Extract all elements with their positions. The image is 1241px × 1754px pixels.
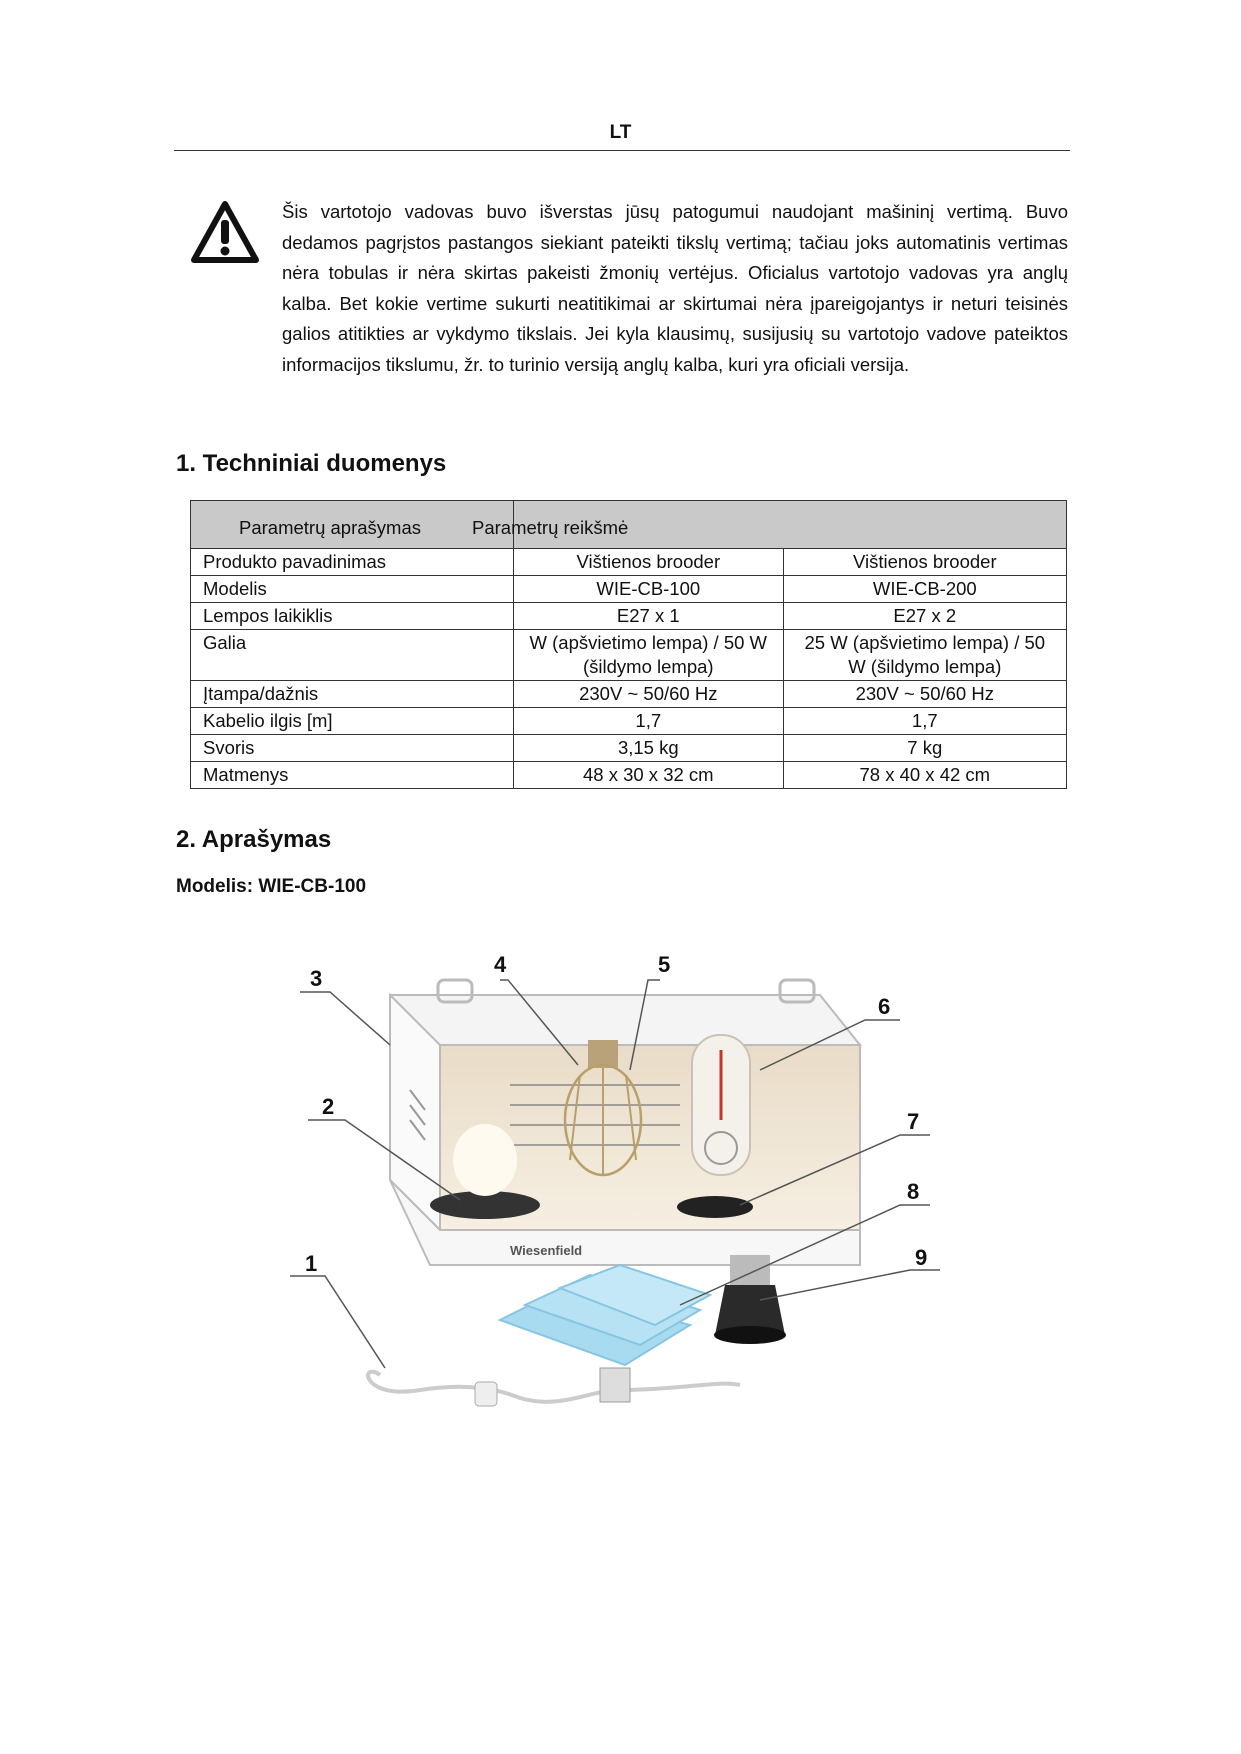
cell-value: Vištienos brooder <box>783 549 1066 576</box>
table-row <box>191 735 1067 762</box>
table-row <box>191 630 1067 681</box>
language-code: LT <box>609 122 632 143</box>
cell-value: 230V ~ 50/60 Hz <box>783 681 1066 708</box>
row-label: Lempos laikiklis <box>191 603 514 630</box>
row-label: Įtampa/dažnis <box>191 681 514 708</box>
cell-value: 25 W (apšvietimo lempa) / 50 W (šildymo lempa) <box>783 630 1066 681</box>
table-row <box>191 576 1067 603</box>
model-label: Modelis: WIE-CB-100 <box>176 876 367 897</box>
heat-lamp-glow <box>453 1124 517 1196</box>
water-bowl <box>677 1196 753 1218</box>
table-row <box>191 708 1067 735</box>
cell-value: 230V ~ 50/60 Hz <box>514 681 784 708</box>
callout-4: 4 <box>494 952 507 977</box>
table-header-cell <box>472 501 1067 549</box>
callout-6: 6 <box>878 994 891 1019</box>
table-row <box>191 681 1067 708</box>
row-label: Kabelio ilgis [m] <box>191 708 514 735</box>
product-diagram <box>260 920 960 1460</box>
header-rule <box>174 150 1070 151</box>
thermometer <box>692 1035 750 1175</box>
section-title-description: 2. Aprašymas <box>176 826 332 853</box>
cell-value: 1,7 <box>783 708 1066 735</box>
table-header-row <box>191 501 1067 549</box>
cell-value: E27 x 1 <box>514 603 784 630</box>
callout-8: 8 <box>907 1179 920 1204</box>
ceramic-heat-lamp <box>714 1255 786 1344</box>
brooder-box <box>390 980 860 1265</box>
section-title-technical-data: 1. Techniniai duomenys <box>176 450 447 477</box>
brand-label: Wiesenfield <box>510 1243 583 1258</box>
cell-value: 48 x 30 x 32 cm <box>514 762 784 789</box>
cell-value: E27 x 2 <box>783 603 1066 630</box>
row-label: Matmenys <box>191 762 514 789</box>
translation-notice: Šis vartotojo vadovas buvo išverstas jūsų patogumui naudojant mašininį vertimą. Buvo dedamos pagrįstos pastangos siekiant pateikti tikslų vertimą; tačiau joks automatinis vertimas nėra tobulas ir nėra skirtas pakeisti žmonių vertėjus. Oficialus vartotojo vadovas yra anglų kalba. Bet kokie vertime sukurti neatitikimai ar skirtumai nėra įpareigojantys ir neturi teisinės galios atitikties ar vykdymo tikslais. Jei kyla klausimų, susijusių su vartotojo vadove pateiktos informacijos tikslumu, žr. to turinio versiją anglų kalba, kuri yra oficiali versija. <box>282 201 1068 375</box>
power-cable <box>368 1368 740 1406</box>
absorbent-pads <box>500 1265 710 1365</box>
cell-value: 1,7 <box>514 708 784 735</box>
callout-1: 1 <box>305 1251 318 1276</box>
callout-9: 9 <box>915 1245 928 1270</box>
callout-5: 5 <box>658 952 671 977</box>
row-label: Galia <box>191 630 514 681</box>
spec-table <box>190 500 1067 789</box>
table-header-cell <box>191 501 514 549</box>
cell-value: W (apšvietimo lempa) / 50 W (šildymo lempa) <box>514 630 784 681</box>
callout-2: 2 <box>322 1094 335 1119</box>
cell-value: 78 x 40 x 42 cm <box>783 762 1066 789</box>
row-label: Modelis <box>191 576 514 603</box>
header-param-description: Parametrų aprašymas <box>239 517 421 538</box>
table-row <box>191 549 1067 576</box>
cell-value: 3,15 kg <box>514 735 784 762</box>
table-row <box>191 603 1067 630</box>
cell-value: Vištienos brooder <box>514 549 784 576</box>
cell-value: WIE-CB-100 <box>514 576 784 603</box>
row-label: Svoris <box>191 735 514 762</box>
cell-value: WIE-CB-200 <box>783 576 1066 603</box>
cell-value: 7 kg <box>783 735 1066 762</box>
callout-7: 7 <box>907 1109 920 1134</box>
warning-triangle-icon <box>190 200 260 264</box>
callout-3: 3 <box>310 966 323 991</box>
row-label: Produkto pavadinimas <box>191 549 514 576</box>
table-row <box>191 762 1067 789</box>
header-param-value: Parametrų reikšmė <box>472 517 629 538</box>
